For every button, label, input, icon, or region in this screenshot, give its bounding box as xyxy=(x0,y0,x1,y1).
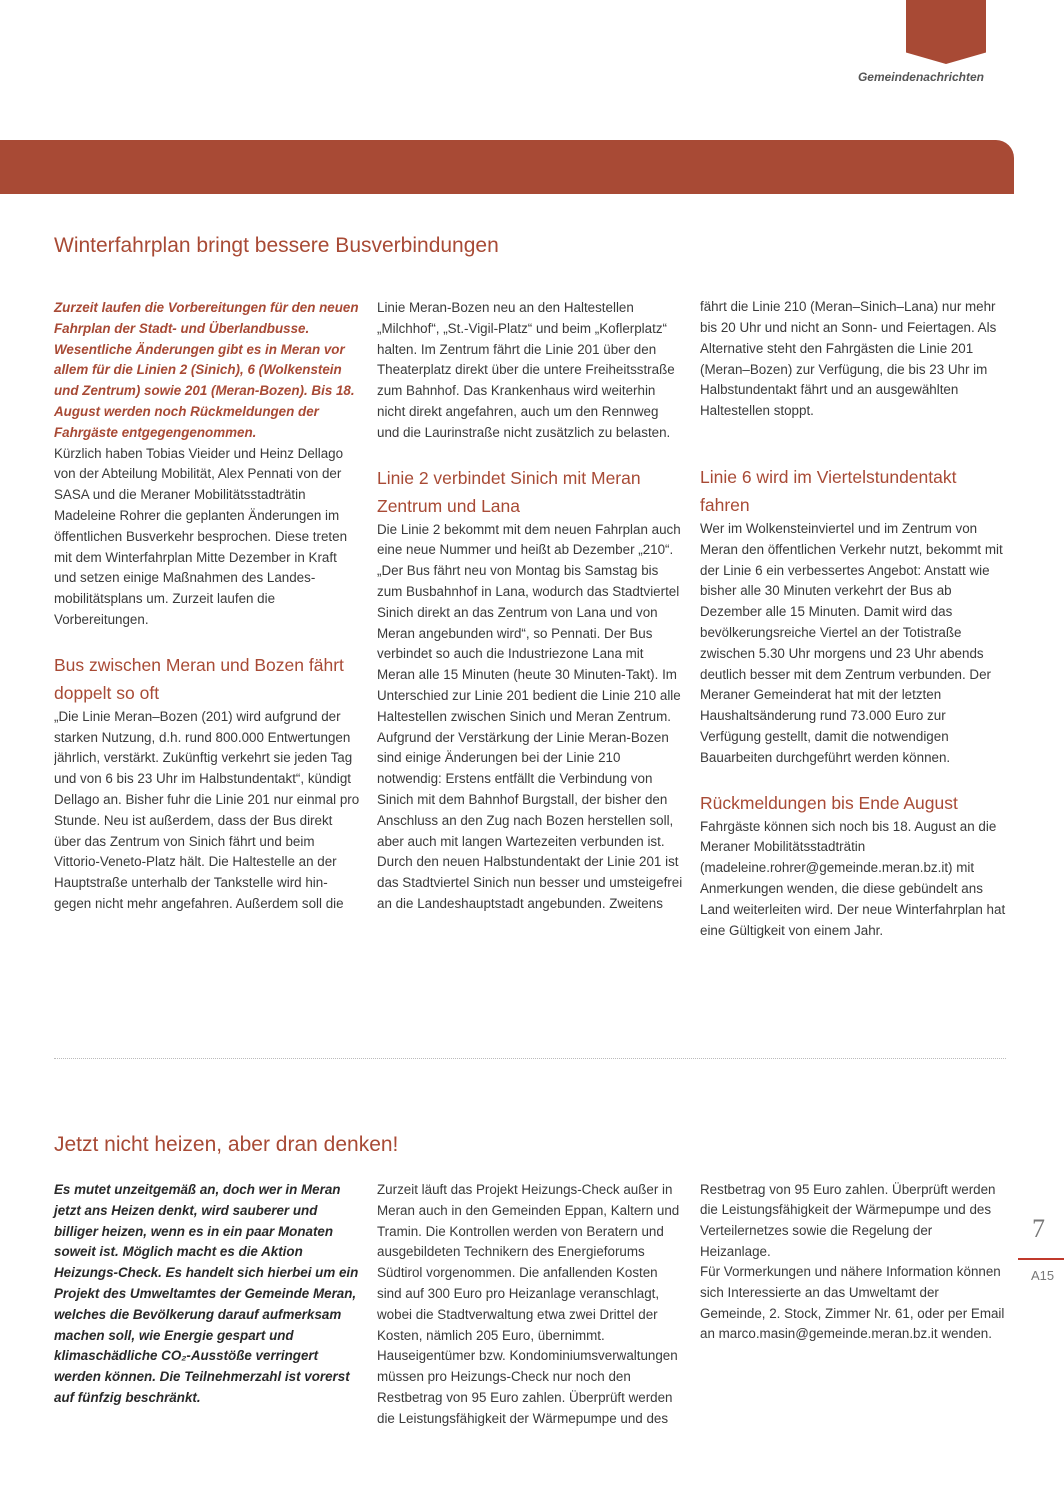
section-divider xyxy=(54,1058,1006,1059)
article1-subheading-linie2: Linie 2 verbindet Sinich mit Meran Zentrum und Lana xyxy=(377,467,641,516)
article2-column-3 xyxy=(700,1180,1006,1430)
article1-paragraph-bus-part2: Linie Meran-Bozen neu an den Haltestellen „Milchhof“, „St.-Vigil-Platz“ und beim „Koflerplatz“ halten. Im Zentrum fährt die Linie 201 über den Theaterplatz direkt über die untere Freiheitsstraße zum Bahnhof. Das Krankenhaus wird weiterhin nicht direkt angefahren, auch um den Rennweg und die Laurinstraße nicht zusätzlich zu belasten. xyxy=(377,299,675,440)
article1-subheading-bus: Bus zwischen Meran und Bozen fährt doppelt so oft xyxy=(54,654,344,703)
article1-subheading-rueckmeldungen: Rückmeldungen bis Ende August xyxy=(700,792,958,813)
article2-title: Jetzt nicht heizen, aber dran denken! xyxy=(54,1133,399,1156)
article1-paragraph-linie6: Wer im Wolkensteinviertel und im Zentrum von Meran den öffentlichen Verkehr nutzt, bekommt mit der Linie 6 ein verbessertes Angebot: Anstatt wie bisher alle 30 Minuten verkehrt der Bus ab Dezember alle 15 Minuten. Damit wird das bevölkerungsreiche Viertel an der Totistraße zwischen 5.30 Uhr morgens und 23 Uhr abends deutlich besser mit dem Zentrum verbunden. Der Meraner Gemeinderat hat mit der letzten Haushaltsänderung rund 73.000 Euro zur Verfügung gestellt, damit die notwendigen Bauarbeiten durchgeführt werden können. xyxy=(700,521,1003,765)
article2-column-1 xyxy=(54,1180,360,1409)
article1-column-2 xyxy=(377,298,683,978)
page-number: 7 xyxy=(1032,1214,1045,1243)
article1-column-1 xyxy=(54,298,360,917)
article1-paragraph-rueckmeldungen: Fahrgäste können sich noch bis 18. August an die Meraner Mobilitätsstadträtin (madeleine.rohrer@gemeinde.meran.bz.it) mit Anmerkungen wenden, die diese gebündelt ans Land weiterleiten wird. Der neue Winterfahrplan hat eine Gültigkeit von einem Jahr. xyxy=(700,818,1006,938)
article2-paragraph-1: Zurzeit läuft das Projekt Heizungs-Check außer in Meran auch in den Gemeinden Eppan, Kaltern und Tramin. Die Kontrollen werden von Beratern und ausgebildeten Technikern des Energieforums Südtirol vorgenommen. Die anfallenden Kosten sind auf 300 Euro pro Heizanlage veranschlagt, wobei die Stadtverwaltung etwa zwei Drittel der Kosten, nämlich 205 Euro, übernimmt. xyxy=(377,1182,680,1343)
article2-column-2 xyxy=(377,1180,683,1430)
article1-paragraph: Kürzlich haben Tobias Vieider und Heinz Dellago von der Abteilung Mobilität, Alex Pennati von der SASA und die Meraner Mobilitätsstadträtin Madeleine Rohrer die geplanten Änderungen im öffentlichen Busverkehr besprochen. Diese treten mit dem Winterfahrplan Mitte Dezember in Kraft und setzen einige Maßnahmen des Landesmobilitätsplans um. Zurzeit laufen die Vorbereitungen. xyxy=(54,445,348,627)
article1-paragraph-bus-part1: „Die Linie Meran–Bozen (201) wird aufgrund der starken Nutzung, d.h. rund 800.000 Entwertungen jährlich, verstärkt. Zukünftig verkehrt sie jeden Tag und von 6 bis 23 Uhr im Halbstundentakt“, kündigt Dellago an. Bisher fuhr die Linie 201 nur einmal pro Stunde. Neu ist außerdem, dass der Bus direkt über das Zentrum von Sinich fährt und beim Vittorio-Veneto-Platz hält. Die Haltestelle an der Hauptstraße unterhalb der Tankstelle wird hingegen nicht mehr angefahren. Außerdem soll die xyxy=(54,708,360,911)
article1-paragraph-linie2b-part2: fährt die Linie 210 (Meran–Sinich–Lana) nur mehr bis 20 Uhr und nicht an Sonn- und Feiertagen. Als Alternative steht den Fahrgästen die Linie 201 (Meran–Bozen) zur Verfügung, die bis 23 Uhr im Halbstundentakt fährt und an ausgewählten Haltestellen stoppt. xyxy=(700,299,997,419)
article1-lead: Zurzeit laufen die Vorbereitungen für den neuen Fahrplan der Stadt- und Überlandbusse. Wesentliche Änderungen gibt es in Meran vor allem für die Linien 2 (Sinich), 6 (Wolkenstein und Zentrum) sowie 201 (Meran-Bozen). Bis 18. August werden noch Rückmeldungen der Fahrgäste entgegengenommen. xyxy=(54,300,359,440)
page-code: A15 xyxy=(1031,1268,1055,1283)
article1-title: Winterfahrplan bringt bessere Busverbindungen xyxy=(54,234,499,257)
header-tab xyxy=(906,0,986,64)
article1-paragraph-linie2b-part1: Aufgrund der Verstärkung der Linie Meran-Bozen sind einige Änderungen bei der Linie 210 notwendig: Erstens entfällt die Verbindung von Sinich mit dem Bahnhof Burgstall, der bisher den Anschluss an den Zug nach Bozen herstellen soll, aber auch mit langen Wartezeiten verbunden ist. Durch den neuen Halbstundentakt der Linie 201 ist das Stadtviertel Sinich nun besser und umsteigefrei an die Landeshauptstadt angebunden. Zweitens xyxy=(377,729,683,911)
page-number-rule xyxy=(1018,1258,1064,1260)
article2-paragraph-2-part1: Hauseigentümer bzw. Kondominiumsverwaltungen müssen pro Heizungs-Check nur noch den Restbetrag von 95 Euro zahlen. Überprüft werden die Leistungsfähigkeit der Wärmepumpe und des xyxy=(377,1348,678,1426)
article2-paragraph-3: Für Vormerkungen und nähere Information können sich Interessierte an das Umweltamt der Gemeinde, 2. Stock, Zimmer Nr. 61, oder per Email an marco.masin@gemeinde.meran.bz.it wenden. xyxy=(700,1264,1005,1342)
article1-subheading-linie6: Linie 6 wird im Viertelstundentakt fahren xyxy=(700,467,957,515)
article1-column-3 xyxy=(700,298,1006,978)
header-band xyxy=(0,140,1014,194)
article2-paragraph-2-part2: Restbetrag von 95 Euro zahlen. Überprüft werden die Leistungsfähigkeit der Wärmepumpe und des Verteilernetzes sowie die Regelung der Heizanlage. xyxy=(700,1181,996,1259)
article2-lead: Es mutet unzeitgemäß an, doch wer in Meran jetzt ans Heizen denkt, wird sauberer und billiger heizen, wenn es in ein paar Monaten soweit ist. Möglich macht es die Aktion Heizungs-Check. Es handelt sich hierbei um ein Projekt des Umweltamtes der Gemeinde Meran, welches die Bevölkerung darauf aufmerksam machen soll, wie Energie gespart und klimaschädliche CO₂-Ausstöße verringert werden können. Die Teilnehmerzahl ist vorerst auf fünfzig beschränkt. xyxy=(54,1182,359,1405)
section-label: Gemeindenachrichten xyxy=(857,70,984,84)
article1-paragraph-linie2a: Die Linie 2 bekommt mit dem neuen Fahrplan auch eine neue Nummer und heißt ab Dezember „210“. „Der Bus fährt neu von Montag bis Samstag bis zum Busbahnhof in Lana, wodurch das Stadtviertel Sinich direkt an das Zentrum von Lana und von Meran angebunden wird“, so Pennati. Der Bus verbindet so auch die Industriezone Lana mit Meran alle 15 Minuten (heute 30 Minuten-Takt). Im Unterschied zur Linie 201 bedient die Linie 210 alle Haltestellen zwischen Sinich und Meran Zentrum. xyxy=(377,521,681,724)
